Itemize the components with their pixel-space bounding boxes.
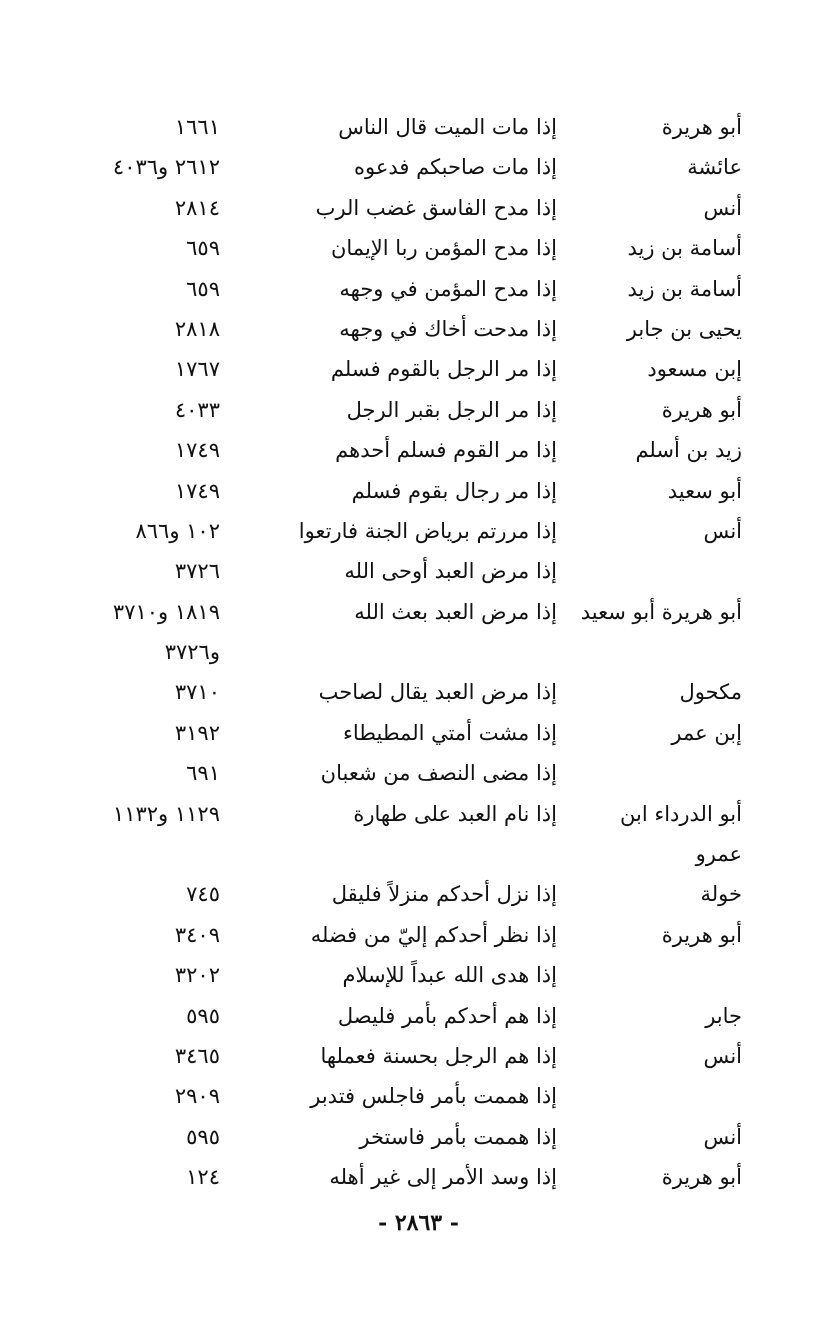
index-row <box>0 996 837 1036</box>
hadith-reference-numbers: ٢٩٠٩ <box>174 1084 220 1109</box>
hadith-reference-numbers: ٣٢٠٢ <box>174 963 220 988</box>
index-row <box>0 471 837 511</box>
hadith-opening: إذا هم الرجل بحسنة فعملها <box>320 1043 557 1068</box>
hadith-opening: إذا نام العبد على طهارة <box>353 801 557 826</box>
hadith-reference-numbers: ٢٨١٨ <box>174 316 220 341</box>
index-row <box>0 794 837 834</box>
hadith-opening: إذا مات صاحبكم فدعوه <box>353 155 557 180</box>
hadith-reference-numbers: ١٨١٩ و٣٧١٠ <box>112 599 220 624</box>
index-row <box>0 390 837 430</box>
hadith-opening: إذا نظر أحدكم إليّ من فضله <box>310 922 557 947</box>
index-row <box>0 188 837 228</box>
hadith-opening: إذا مدح المؤمن ربا الإيمان <box>330 236 557 261</box>
hadith-reference-numbers: ١٠٢ و٨٦٦ <box>135 518 220 543</box>
index-row <box>0 228 837 268</box>
index-row <box>0 511 837 551</box>
hadith-opening: إذا مدحت أخاك في وجهه <box>339 316 557 341</box>
index-row <box>0 349 837 389</box>
hadith-opening: إذا هدى الله عبداً للإسلام <box>342 963 557 988</box>
index-row <box>0 955 837 995</box>
hadith-reference-numbers: ١٦٦١ <box>174 115 220 139</box>
hadith-opening: إذا مر رجال بقوم فسلم <box>351 478 557 503</box>
hadith-opening: إذا مشت أمتي المطيطاء <box>342 720 557 745</box>
hadith-reference-numbers: ٥٩٥ <box>186 1003 220 1028</box>
index-row <box>0 309 837 349</box>
hadith-reference-numbers: ٣١٩٢ <box>174 720 220 745</box>
hadith-opening: إذا مرض العبد يقال لصاحب <box>318 680 557 705</box>
hadith-opening: إذا نزل أحدكم منزلاً فليقل <box>331 882 557 907</box>
narrator-name: أبو هريرة <box>661 1165 742 1190</box>
narrator-name: زيد بن أسلم <box>635 438 742 463</box>
index-row <box>0 915 837 955</box>
hadith-opening: إذا مرض العبد بعث الله <box>354 599 557 624</box>
narrator-name: أبو هريرة <box>661 397 742 422</box>
hadith-reference-numbers: ١٧٤٩ <box>174 478 220 503</box>
index-row <box>0 1157 837 1197</box>
hadith-opening: إذا هممت بأمر فاجلس فتدبر <box>310 1084 557 1109</box>
hadith-reference-numbers: ١١٢٩ و١١٣٢ <box>112 801 220 826</box>
narrator-name: أنس <box>703 195 742 220</box>
narrator-name: مكحول <box>679 680 742 705</box>
index-row <box>0 430 837 470</box>
narrator-name: أنس <box>703 1043 742 1068</box>
narrator-name: أبو سعيد <box>667 478 742 503</box>
narrator-name: أسامة بن زيد <box>627 236 742 261</box>
hadith-reference-numbers: ٣٧٢٦ <box>174 559 220 584</box>
narrator-name: إبن مسعود <box>647 357 742 382</box>
index-row <box>0 551 837 591</box>
index-row <box>0 632 837 672</box>
index-row <box>0 834 837 874</box>
hadith-opening: إذا وسد الأمر إلى غير أهله <box>329 1165 557 1190</box>
hadith-reference-numbers: ٦٩١ <box>186 761 220 786</box>
hadith-reference-numbers: ٦٥٩ <box>186 236 220 261</box>
hadith-opening: إذا مر الرجل بالقوم فسلم <box>330 357 557 382</box>
narrator-name: أبو هريرة أبو سعيد <box>580 599 742 624</box>
narrator-name: إبن عمر <box>671 720 742 745</box>
hadith-reference-numbers: ١٧٤٩ <box>174 438 220 463</box>
narrator-name: أسامة بن زيد <box>627 276 742 301</box>
index-row <box>0 1117 837 1157</box>
narrator-name: عمرو <box>695 842 742 867</box>
index-row <box>0 753 837 793</box>
hadith-opening: إذا مر القوم فسلم أحدهم <box>335 438 557 463</box>
index-row <box>0 592 837 632</box>
index-row <box>0 713 837 753</box>
index-row <box>0 874 837 914</box>
index-row <box>0 672 837 712</box>
hadith-reference-numbers: و٣٧٢٦ <box>164 640 220 665</box>
hadith-reference-numbers: ١٢٤ <box>186 1165 220 1190</box>
hadith-opening: إذا مضى النصف من شعبان <box>320 761 557 786</box>
hadith-opening: إذا مر الرجل بقبر الرجل <box>346 397 557 422</box>
hadith-reference-numbers: ٤٠٣٣ <box>174 397 220 422</box>
narrator-name: خولة <box>700 882 742 907</box>
hadith-opening: إذا مدح الفاسق غضب الرب <box>315 195 557 220</box>
narrator-name: أبو الدرداء ابن <box>619 801 742 826</box>
index-row <box>0 1036 837 1076</box>
hadith-reference-numbers: ٣٤٠٩ <box>174 922 220 947</box>
narrator-name: يحيى بن جابر <box>626 316 742 341</box>
hadith-reference-numbers: ٦٥٩ <box>186 276 220 301</box>
index-row <box>0 269 837 309</box>
narrator-name: أبو هريرة <box>661 922 742 947</box>
narrator-name: أنس <box>703 1124 742 1149</box>
hadith-reference-numbers: ٣٧١٠ <box>174 680 220 705</box>
index-table <box>0 107 837 1198</box>
hadith-opening: إذا مدح المؤمن في وجهه <box>339 276 557 301</box>
hadith-opening: إذا مات الميت قال الناس <box>338 115 557 139</box>
narrator-name: أبو هريرة <box>661 115 742 139</box>
hadith-opening: إذا هممت بأمر فاستخر <box>359 1124 557 1149</box>
hadith-reference-numbers: ١٧٦٧ <box>174 357 220 382</box>
index-row <box>0 1076 837 1116</box>
hadith-reference-numbers: ٢٦١٢ و٤٠٣٦ <box>112 155 220 180</box>
index-row <box>0 147 837 187</box>
hadith-reference-numbers: ٢٨١٤ <box>174 195 220 220</box>
narrator-name: جابر <box>705 1003 742 1028</box>
hadith-opening: إذا مررتم برياض الجنة فارتعوا <box>298 518 557 543</box>
page-number: - ٢٨٦٣ - <box>378 1210 459 1236</box>
hadith-reference-numbers: ٣٤٦٥ <box>174 1043 220 1068</box>
hadith-reference-numbers: ٥٩٥ <box>186 1124 220 1149</box>
index-row <box>0 107 837 147</box>
hadith-reference-numbers: ٧٤٥ <box>186 882 220 907</box>
narrator-name: عائشة <box>687 155 742 180</box>
hadith-opening: إذا مرض العبد أوحى الله <box>344 559 557 584</box>
narrator-name: أنس <box>703 518 742 543</box>
hadith-opening: إذا هم أحدكم بأمر فليصل <box>337 1003 557 1028</box>
